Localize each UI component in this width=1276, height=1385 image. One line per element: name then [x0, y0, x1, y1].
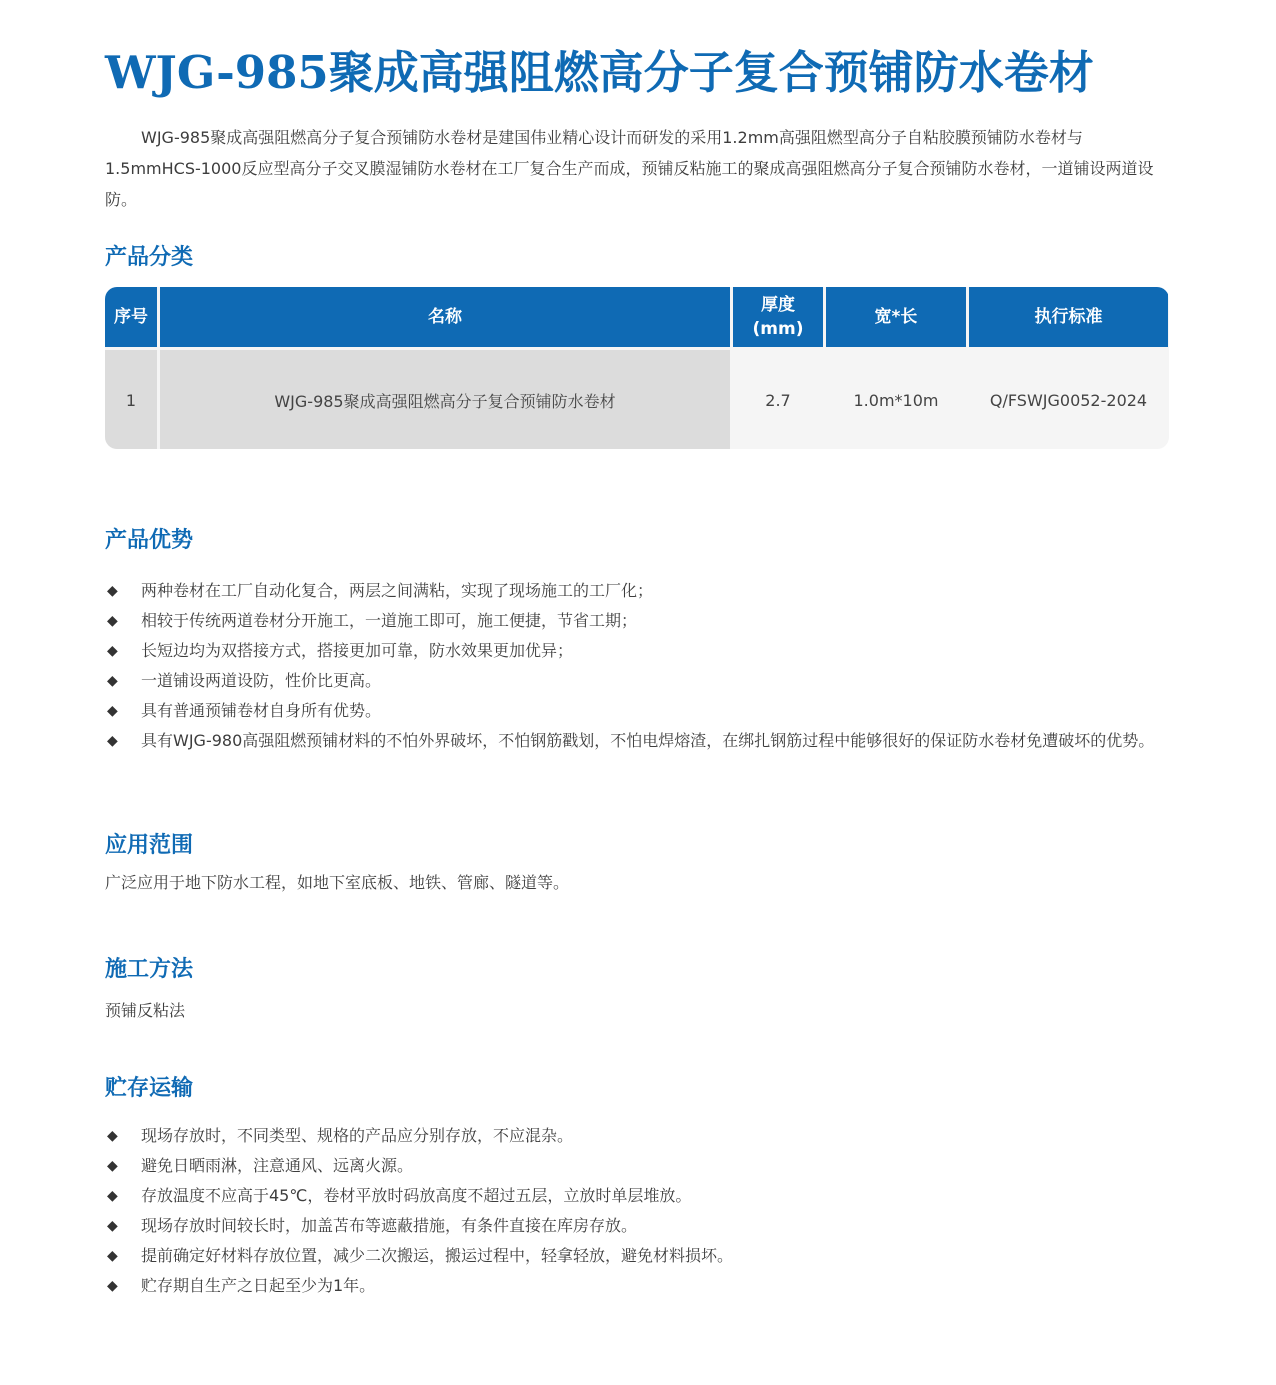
diamond-bullet-icon: ◆ [107, 703, 118, 719]
method-text: 预铺反粘法 [105, 1001, 186, 1020]
table-cell-standard: Q/FSWJG0052-2024 [969, 350, 1168, 449]
page-title: WJG-985聚成高强阻燃高分子复合预铺防水卷材 [105, 46, 1094, 99]
list-item: ◆ 提前确定好材料存放位置，减少二次搬运，搬运过程中，轻拿轻放，避免材料损坏。 [105, 1241, 1169, 1271]
table-header-size: 宽*长 [826, 287, 966, 347]
list-item: ◆ 相较于传统两道卷材分开施工，一道施工即可，施工便捷，节省工期； [105, 606, 1169, 636]
storage-list [105, 1121, 1169, 1301]
application-text: 广泛应用于地下防水工程，如地下室底板、地铁、管廊、隧道等。 [105, 873, 570, 892]
diamond-bullet-icon: ◆ [107, 1278, 118, 1294]
table-cell-thickness: 2.7 [733, 350, 823, 449]
list-item: ◆ 具有WJG-980高强阻燃预铺材料的不怕外界破坏，不怕钢筋戳划，不怕电焊熔渣，在绑扎钢筋过程中能够很好的保证防水卷材免遭破坏的优势。 [105, 726, 1169, 756]
list-item: ◆ 贮存期自生产之日起至少为1年。 [105, 1271, 1169, 1301]
diamond-bullet-icon: ◆ [107, 673, 118, 689]
diamond-bullet-icon: ◆ [107, 643, 118, 659]
diamond-bullet-icon: ◆ [107, 1188, 118, 1204]
section-heading-advantages: 产品优势 [105, 527, 194, 553]
diamond-bullet-icon: ◆ [107, 1128, 118, 1144]
list-item: ◆ 具有普通预铺卷材自身所有优势。 [105, 696, 1169, 726]
table-cell-name: WJG-985聚成高强阻燃高分子复合预铺防水卷材 [160, 350, 730, 449]
list-item: ◆ 现场存放时，不同类型、规格的产品应分别存放，不应混杂。 [105, 1121, 1169, 1151]
list-item: ◆ 避免日晒雨淋，注意通风、远离火源。 [105, 1151, 1169, 1181]
section-heading-application: 应用范围 [105, 832, 194, 858]
advantages-list [105, 576, 1169, 756]
section-heading-classification: 产品分类 [105, 244, 194, 270]
intro-paragraph: WJG-985聚成高强阻燃高分子复合预铺防水卷材是建国伟业精心设计而研发的采用1.2mm高强阻燃型高分子自粘胶膜预铺防水卷材与1.5mmHCS-1000反应型高分子交叉膜湿铺防水卷材在工厂复合生产而成，预铺反粘施工的聚成高强阻燃高分子复合预铺防水卷材，一道铺设两道设防。 [105, 128, 1154, 209]
section-heading-method: 施工方法 [105, 956, 194, 982]
diamond-bullet-icon: ◆ [107, 613, 118, 629]
list-item: ◆ 存放温度不应高于45℃，卷材平放时码放高度不超过五层，立放时单层堆放。 [105, 1181, 1169, 1211]
table-header-thickness: 厚度 (mm) [733, 287, 823, 347]
table-cell-size: 1.0m*10m [826, 350, 966, 449]
table-cell-index: 1 [105, 350, 157, 449]
list-item: ◆ 现场存放时间较长时，加盖苫布等遮蔽措施，有条件直接在库房存放。 [105, 1211, 1169, 1241]
diamond-bullet-icon: ◆ [107, 1158, 118, 1174]
table-header-index: 序号 [105, 287, 157, 347]
list-item: ◆ 一道铺设两道设防，性价比更高。 [105, 666, 1169, 696]
list-item: ◆ 两种卷材在工厂自动化复合，两层之间满粘，实现了现场施工的工厂化； [105, 576, 1169, 606]
table-header-standard: 执行标准 [969, 287, 1168, 347]
classification-table [105, 287, 1169, 449]
diamond-bullet-icon: ◆ [107, 1218, 118, 1234]
diamond-bullet-icon: ◆ [107, 733, 118, 749]
list-item: ◆ 长短边均为双搭接方式，搭接更加可靠，防水效果更加优异； [105, 636, 1169, 666]
table-header-name: 名称 [160, 287, 730, 347]
diamond-bullet-icon: ◆ [107, 1248, 118, 1264]
diamond-bullet-icon: ◆ [107, 583, 118, 599]
section-heading-storage: 贮存运输 [105, 1075, 194, 1101]
